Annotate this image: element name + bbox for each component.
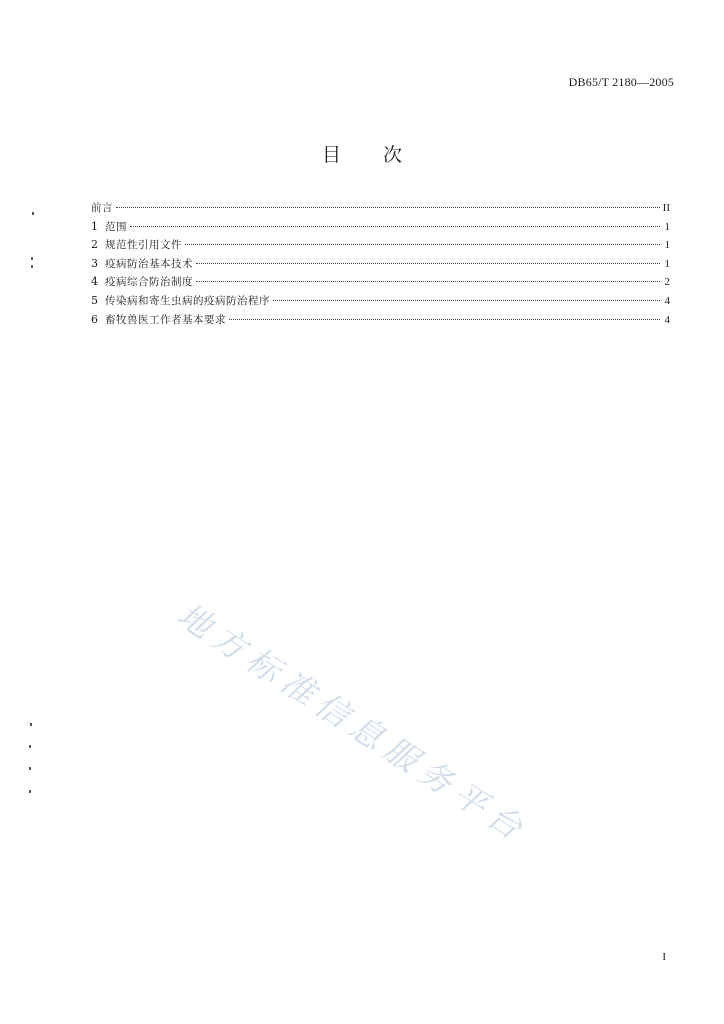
toc-entry-label: 范围	[105, 220, 127, 233]
toc-entry-page: 1	[664, 239, 670, 252]
toc-entry-page: 4	[664, 313, 670, 326]
dot-leader	[229, 319, 660, 320]
scan-artifact	[30, 723, 32, 726]
toc-entry-number: 2	[91, 238, 98, 252]
watermark: 地方标准信息服务平台	[170, 595, 536, 852]
toc-entry-page: 1	[664, 257, 670, 270]
toc-entry-page: 4	[664, 294, 670, 307]
toc-entry-label: 畜牧兽医工作者基本要求	[105, 313, 226, 326]
scan-artifact	[29, 745, 31, 748]
toc-entry-4[interactable]	[91, 274, 670, 293]
page-number: I	[662, 951, 666, 963]
dot-leader	[116, 207, 660, 208]
toc-entry-label: 疫病防治基本技术	[105, 257, 193, 270]
scan-artifact	[29, 767, 31, 770]
toc-entry-page: 1	[664, 220, 670, 233]
toc-entry-page: II	[662, 202, 670, 214]
dot-leader	[130, 226, 660, 227]
toc-entry-foreword[interactable]	[91, 200, 670, 219]
toc-entry-number: 6	[91, 312, 98, 326]
toc-entry-1[interactable]	[91, 219, 670, 238]
toc-entry-label: 疫病综合防治制度	[105, 276, 193, 289]
title-char-2: 次	[383, 144, 403, 166]
page-title	[0, 140, 724, 167]
toc-entry-6[interactable]	[91, 312, 670, 331]
dot-leader	[185, 244, 660, 245]
toc-entry-page: 2	[664, 276, 670, 289]
scan-artifact	[31, 265, 33, 268]
toc-entry-5[interactable]	[91, 293, 670, 312]
toc-entry-2[interactable]	[91, 237, 670, 256]
dot-leader	[196, 263, 660, 264]
toc-entry-number: 4	[91, 275, 98, 289]
scan-artifact	[32, 212, 34, 215]
scan-artifact	[29, 790, 31, 793]
toc-entry-number: 5	[91, 293, 98, 307]
scan-artifact	[31, 257, 33, 260]
toc-entry-number: 3	[91, 256, 98, 270]
toc-entry-label: 传染病和寄生虫病的疫病防治程序	[105, 294, 270, 307]
toc-entry-label: 规范性引用文件	[105, 239, 182, 252]
toc-entry-number: 1	[91, 219, 98, 233]
dot-leader	[196, 281, 660, 282]
toc-entry-label: 前言	[91, 202, 113, 214]
toc-entry-3[interactable]	[91, 256, 670, 275]
document-code: DB65/T 2180—2005	[568, 75, 674, 89]
title-char-1: 目	[321, 144, 341, 166]
dot-leader	[273, 300, 660, 301]
table-of-contents	[91, 200, 670, 330]
